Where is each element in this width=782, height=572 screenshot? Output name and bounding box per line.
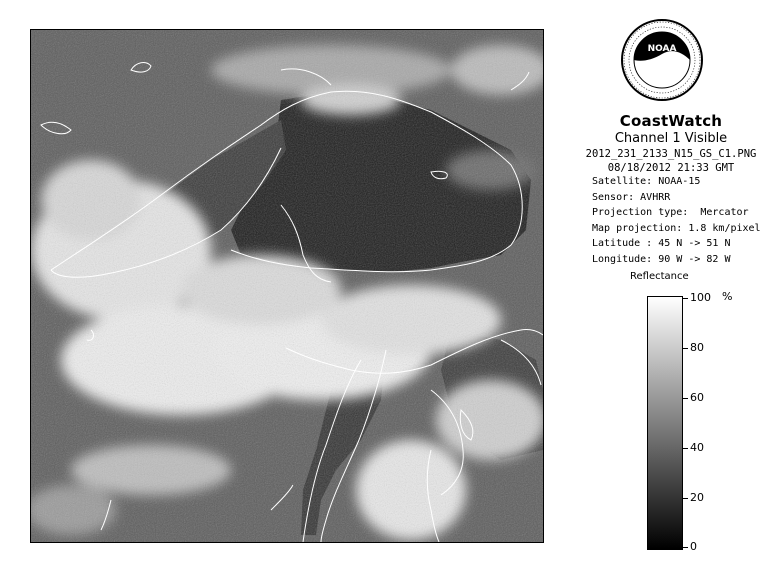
legend-tick-label: 40 [690, 441, 704, 454]
noaa-logo [620, 18, 704, 102]
texture-noise [31, 30, 543, 542]
sensor-label: Sensor: AVHRR [592, 191, 671, 203]
info-panel [560, 112, 782, 267]
legend-tick [682, 448, 688, 449]
channel-subtitle: Channel 1 Visible [614, 131, 728, 146]
legend-tick-label: 20 [690, 491, 704, 504]
legend-tick-label: 60 [690, 391, 704, 404]
filename-label: 2012_231_2133_N15_GS_C1.PNG [585, 148, 757, 160]
legend-tick [682, 547, 688, 548]
legend-tick-label: 100 [690, 291, 711, 304]
metadata-block [592, 174, 782, 267]
longitude-label: Longitude: 90 W -> 82 W [592, 253, 731, 265]
legend-tick [682, 398, 688, 399]
legend-tick-label: 0 [690, 540, 697, 553]
legend-unit: % [722, 290, 733, 303]
legend-tick-label: 80 [690, 341, 704, 354]
map-projection-label: Map projection: 1.8 km/pixel [592, 222, 761, 234]
projection-type-label: Projection type: Mercator [592, 207, 749, 218]
satellite-map [31, 30, 543, 542]
logo-text: NOAA [647, 44, 677, 54]
latitude-label: Latitude : 45 N -> 51 N [592, 238, 731, 249]
reflectance-color-scale [647, 296, 683, 550]
product-title: CoastWatch [619, 112, 723, 130]
datetime-label: 08/18/2012 21:33 GMT [607, 162, 735, 174]
legend-tick [682, 498, 688, 499]
noaa-emblem-icon [620, 18, 704, 102]
satellite-image [30, 29, 544, 543]
satellite-label: Satellite: NOAA-15 [592, 176, 701, 187]
legend-title: Reflectance [630, 271, 689, 282]
legend-tick [682, 348, 688, 349]
legend-tick [682, 298, 688, 299]
